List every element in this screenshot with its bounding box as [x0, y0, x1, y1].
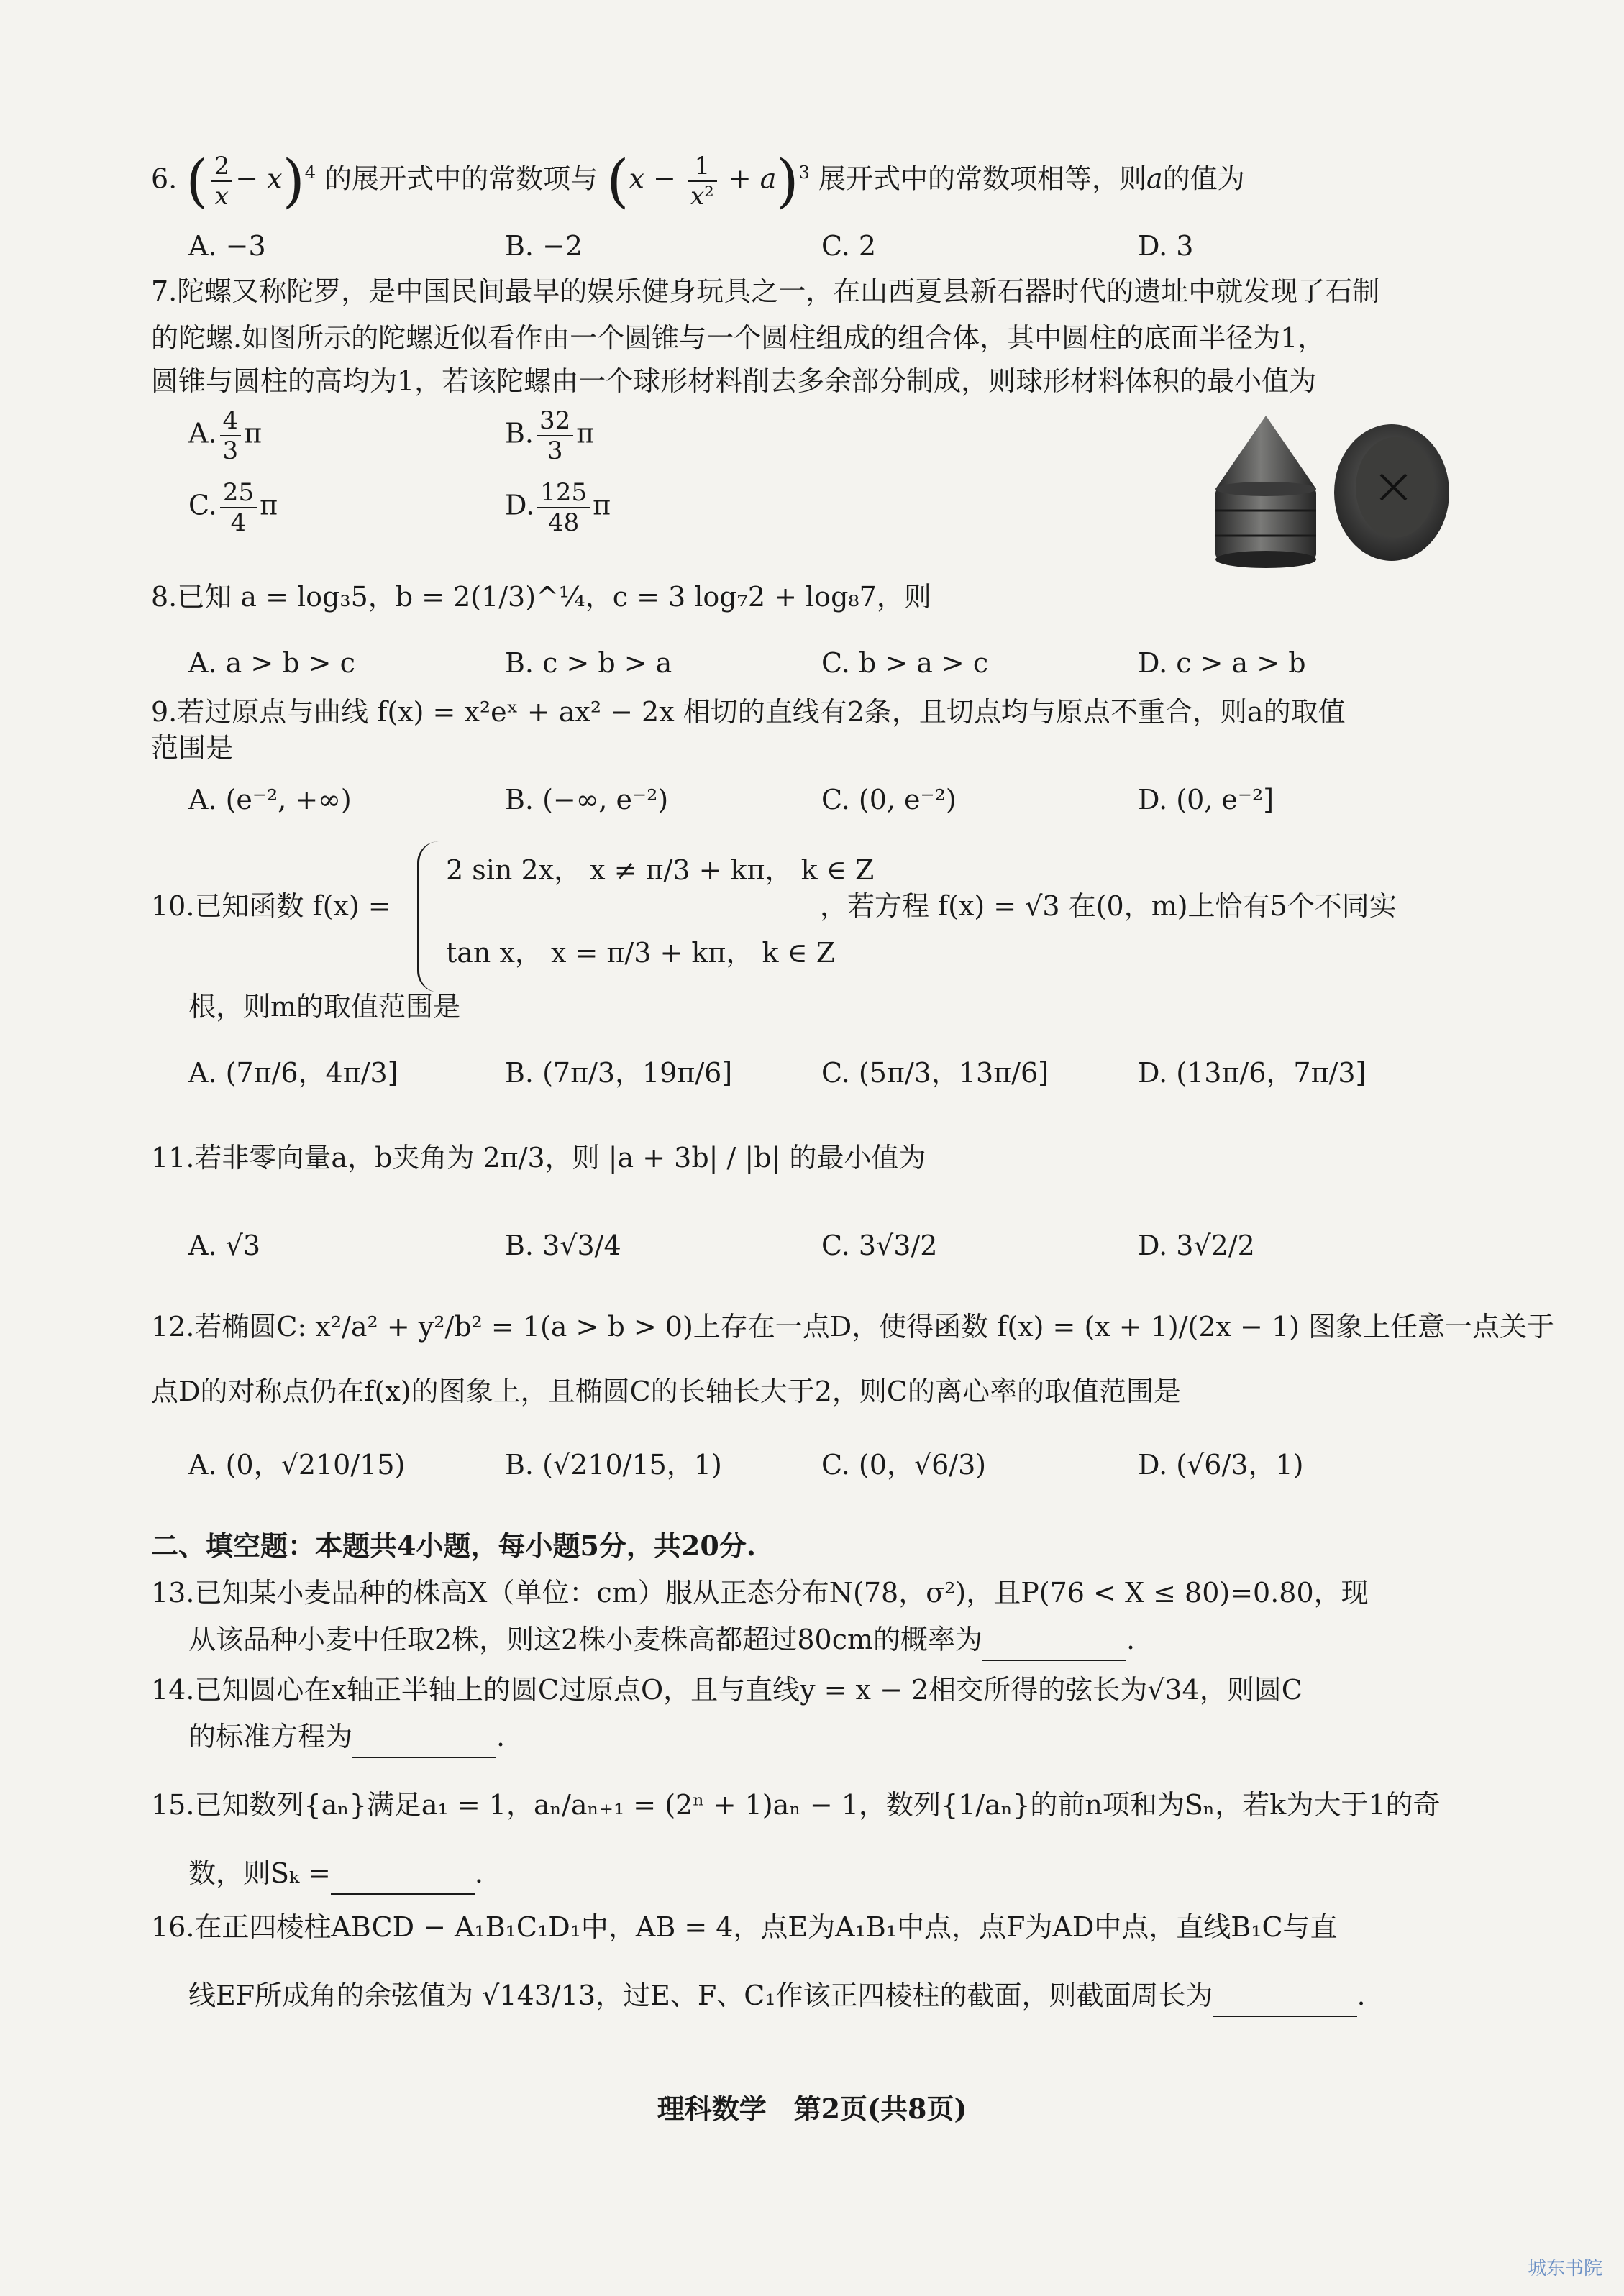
q11-option-a[interactable]: A. √3 — [188, 1230, 260, 1261]
q7-line-1: 7.陀螺又称陀罗，是中国民间最早的娱乐健身玩具之一，在山西夏县新石器时代的遗址中就发现了石制 — [151, 275, 1380, 307]
watermark-logo: 城东书院 — [1527, 2258, 1602, 2279]
q13-line-2: 从该品种小麦中任取2株，则这2株小麦株高都超过80cm的概率为 . — [188, 1618, 1505, 1661]
q10-option-c[interactable]: C. (5π/3，13π/6] — [821, 1057, 1049, 1089]
q7-option-a[interactable]: A. $\frac{4}{3}$ π — [188, 406, 263, 465]
q7-line-2: 的陀螺.如图所示的陀螺近似看作由一个圆锥与一个圆柱组成的组合体，其中圆柱的底面半径为1， — [151, 322, 1326, 354]
q12-option-a[interactable]: A. (0，√210/15) — [188, 1449, 406, 1481]
q6-option-a[interactable]: A. −3 — [188, 230, 266, 262]
q6-number: 6. — [151, 163, 178, 195]
section-fill-in-heading: 二、填空题：本题共4小题，每小题5分，共20分. — [151, 1529, 756, 1562]
q16-line-1: 16.在正四棱柱ABCD − A₁B₁C₁D₁中，AB = 4，点E为A₁B₁中点，点F为AD中点，直线B₁C与直 — [151, 1911, 1338, 1943]
q10-options — [188, 1050, 1483, 1100]
question-6: 6. ( $\frac{2}{x}$ − x)$^4$ 的展开式中的常数项与 (x − $\frac{1}{\text{x²}}$ + a)$^3$ 展开式中的常数项相等，则a的值为 — [151, 147, 1245, 215]
q10-option-d[interactable]: D. (13π/6，7π/3] — [1138, 1057, 1367, 1089]
q12-option-b[interactable]: B. (√210/15，1) — [505, 1449, 722, 1481]
q8-option-a[interactable]: A. a > b > c — [188, 647, 355, 679]
q10-tail: ，若方程 f(x) = √3 在(0，m)上恰有5个不同实 — [820, 890, 1397, 922]
q13-answer-blank[interactable] — [982, 1631, 1126, 1661]
q10-line-2: 根，则m的取值范围是 — [188, 991, 461, 1023]
q10-head: 10.已知函数 f(x) = — [151, 890, 391, 922]
q6-text-d: 的值为 — [1162, 163, 1245, 195]
q14-line-1: 14.已知圆心在x轴正半轴上的圆C过原点O，且与直线y = x − 2相交所得的弦长为√34，则圆C — [151, 1674, 1303, 1706]
q6-option-b[interactable]: B. −2 — [505, 230, 583, 262]
spinning-top-photo — [1187, 403, 1460, 582]
q9-line-2: 范围是 — [151, 732, 234, 764]
q8-option-b[interactable]: B. c > b > a — [505, 647, 672, 679]
q14-answer-blank[interactable] — [352, 1728, 496, 1758]
q11-option-d[interactable]: D. 3√2/2 — [1138, 1230, 1255, 1261]
q6-option-d[interactable]: D. 3 — [1138, 230, 1194, 262]
q9-option-d[interactable]: D. (0, e⁻²] — [1138, 784, 1274, 815]
q16-answer-blank[interactable] — [1213, 1987, 1357, 2017]
q10-case-1: 2 sin 2x， x ≠ π/3 + kπ， k ∈ Z — [446, 854, 875, 886]
q7-options-row-2 — [188, 478, 836, 537]
q10-option-a[interactable]: A. (7π/6，4π/3] — [188, 1057, 398, 1089]
q14-line-2: 的标准方程为 . — [188, 1715, 1505, 1758]
q12-line-1: 12.若椭圆C: x²/a² + y²/b² = 1(a > b > 0)上存在一点D，使得函数 f(x) = (x + 1)/(2x − 1) 图象上任意一点关于 — [151, 1311, 1555, 1343]
q12-options — [188, 1442, 1483, 1492]
q10-case-2: tan x， x = π/3 + kπ， k ∈ Z — [446, 937, 836, 969]
q6-option-c[interactable]: C. 2 — [821, 230, 877, 262]
q11-option-b[interactable]: B. 3√3/4 — [505, 1230, 621, 1261]
q6-var-a: a — [1146, 163, 1163, 195]
q12-option-c[interactable]: C. (0，√6/3) — [821, 1449, 987, 1481]
q7-option-d[interactable]: D. $\frac{125}{48}$ π — [505, 478, 611, 537]
q8-option-d[interactable]: D. c > a > b — [1138, 647, 1306, 679]
q10-brace — [417, 841, 439, 992]
q11-option-c[interactable]: C. 3√3/2 — [821, 1230, 938, 1261]
q7-option-c[interactable]: C. $\frac{25}{4}$ π — [188, 478, 278, 537]
q9-options — [188, 777, 1483, 827]
q7-options-row-1 — [188, 406, 836, 465]
q8-option-c[interactable]: C. b > a > c — [821, 647, 989, 679]
q7-line-3: 圆锥与圆柱的高均为1，若该陀螺由一个球形材料削去多余部分制成，则球形材料体积的最小值为 — [151, 365, 1317, 397]
q12-option-d[interactable]: D. (√6/3，1) — [1138, 1449, 1304, 1481]
page-footer: 理科数学 第2页(共8页) — [657, 2093, 967, 2125]
q7-option-b[interactable]: B. $\frac{32}{3}$ π — [505, 406, 595, 465]
q6-text-c: 展开式中的常数项相等，则 — [818, 163, 1147, 195]
q11-options — [188, 1222, 1483, 1273]
q6-options — [188, 223, 1483, 273]
question-8: 8.已知 a = log₃5，b = 2(1/3)^¼，c = 3 log₇2 + log₈7，则 — [151, 581, 931, 613]
q10-option-b[interactable]: B. (7π/3，19π/6] — [505, 1057, 733, 1089]
q15-answer-blank[interactable] — [331, 1865, 475, 1895]
q15-line-2: 数，则Sₖ = . — [188, 1852, 1505, 1895]
q16-line-2: 线EF所成角的余弦值为 √143/13，过E、F、C₁作该正四棱柱的截面，则截面周长为 . — [188, 1974, 1505, 2017]
question-11: 11.若非零向量a，b夹角为 2π/3，则 |a + 3b| / |b| 的最小值为 — [151, 1142, 926, 1174]
q13-line-1: 13.已知某小麦品种的株高X（单位：cm）服从正态分布N(78，σ²)，且P(76 < X ≤ 80)=0.80，现 — [151, 1577, 1369, 1609]
q12-line-2: 点D的对称点仍在f(x)的图象上，且椭圆C的长轴长大于2，则C的离心率的取值范围是 — [151, 1376, 1181, 1407]
q9-option-a[interactable]: A. (e⁻², +∞) — [188, 784, 352, 815]
q8-options — [188, 640, 1483, 690]
q9-option-c[interactable]: C. (0, e⁻²) — [821, 784, 957, 815]
q9-line-1: 9.若过原点与曲线 f(x) = x²eˣ + ax² − 2x 相切的直线有2条，且切点均与原点不重合，则a的取值 — [151, 696, 1346, 728]
q9-option-b[interactable]: B. (−∞, e⁻²) — [505, 784, 669, 815]
q15-line-1: 15.已知数列{aₙ}满足a₁ = 1，aₙ/aₙ₊₁ = (2ⁿ + 1)aₙ − 1，数列{1/aₙ}的前n项和为Sₙ，若k为大于1的奇 — [151, 1789, 1441, 1821]
q6-text-b: 的展开式中的常数项与 — [324, 163, 598, 195]
